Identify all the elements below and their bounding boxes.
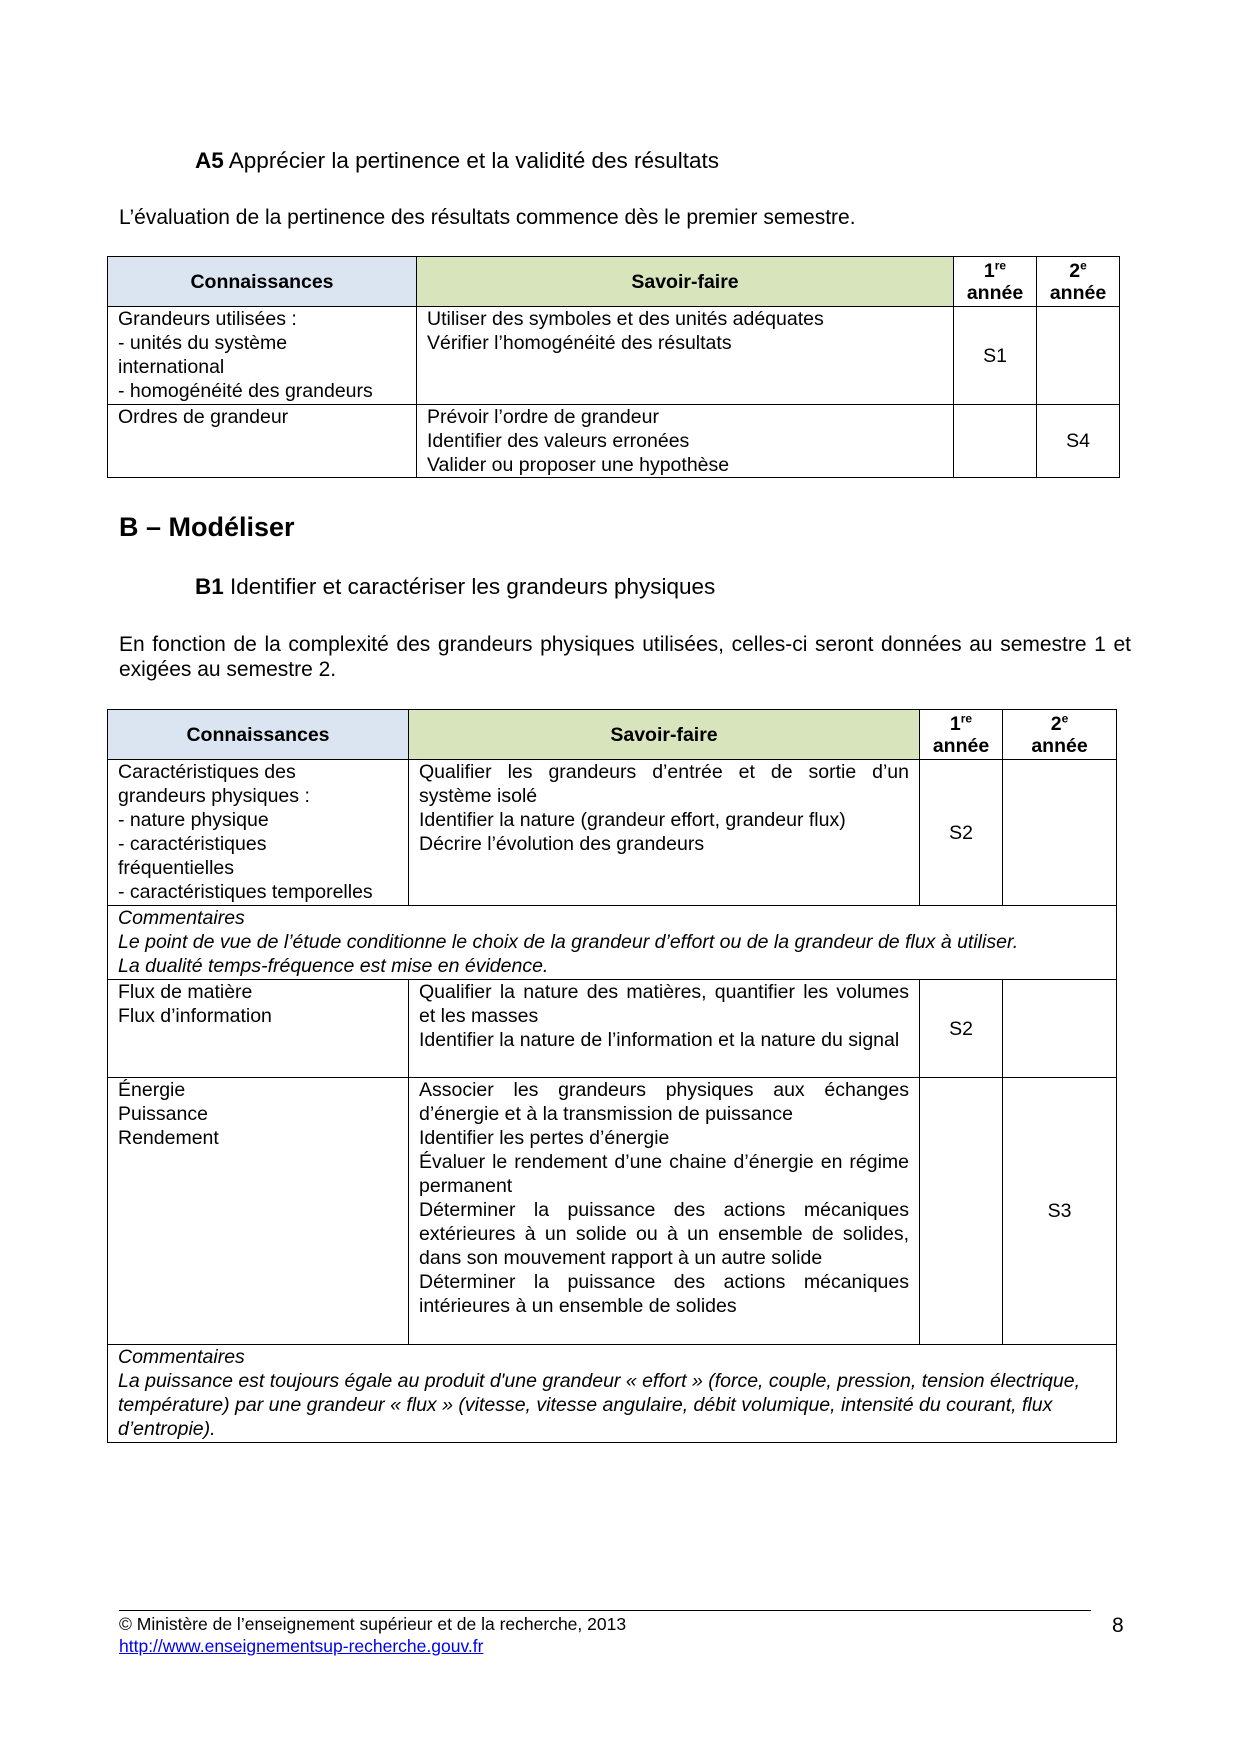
header-year-1: 1re année bbox=[920, 710, 1003, 760]
footer-link[interactable]: http://www.enseignementsup-recherche.gouv.fr bbox=[119, 1636, 484, 1656]
cell-savoir-faire: Qualifier la nature des matières, quantifier les volumes et les masses Identifier la nature de l’information et la nature du signal bbox=[409, 980, 920, 1078]
cell-savoir-faire: Utiliser des symboles et des unités adéquates Vérifier l’homogénéité des résultats bbox=[417, 307, 954, 405]
cell-savoir-faire: Prévoir l’ordre de grandeur Identifier des valeurs erronées Valider ou proposer une hypothèse bbox=[417, 405, 954, 478]
comment-cell bbox=[108, 1345, 1117, 1443]
cell-year-1 bbox=[954, 405, 1037, 478]
header-year-2: 2e année bbox=[1003, 710, 1117, 760]
header-savoir-faire: Savoir-faire bbox=[409, 710, 920, 760]
cell-year-1: S2 bbox=[920, 980, 1003, 1078]
cell-savoir-faire: Qualifier les grandeurs d’entrée et de sortie d’un système isolé Identifier la nature (grandeur effort, grandeur flux) Décrire l’évolution des grandeurs bbox=[409, 760, 920, 906]
cell-connaissances: Grandeurs utilisées : - unités du système international - homogénéité des grandeurs bbox=[108, 307, 417, 405]
comment-label: Commentaires bbox=[118, 907, 245, 929]
cell-year-2 bbox=[1003, 760, 1117, 906]
table-header-row bbox=[108, 257, 1120, 307]
section-b1-title bbox=[195, 574, 715, 600]
section-b1-intro: En fonction de la complexité des grandeurs physiques utilisées, celles-ci seront données au semestre 1 et exigées au semestre 2. bbox=[119, 633, 1131, 681]
table-b1 bbox=[107, 709, 1117, 1443]
table-a5 bbox=[107, 256, 1120, 478]
header-savoir-faire: Savoir-faire bbox=[417, 257, 954, 307]
table-row bbox=[108, 760, 1117, 906]
page-number: 8 bbox=[1112, 1614, 1124, 1637]
cell-year-2 bbox=[1037, 307, 1120, 405]
section-a5-code: A5 bbox=[195, 148, 224, 173]
comment-cell bbox=[108, 906, 1117, 980]
cell-year-2 bbox=[1003, 980, 1117, 1078]
comment-text: Le point de vue de l’étude conditionne le choix de la grandeur d’effort ou de la grandeur de flux à utiliser. bbox=[118, 931, 1019, 953]
section-b1-code: B1 bbox=[195, 574, 224, 599]
comment-row bbox=[108, 906, 1117, 980]
cell-savoir-faire: Associer les grandeurs physiques aux échanges d’énergie et à la transmission de puissance Identifier les pertes d’énergie Évaluer le rendement d’une chaine d’énergie en régime permanent Déterminer la puissance des actions mécaniques extérieures à un solide ou à un ensemble de solides, dans son mouvement rapport à un autre solide Déterminer la puissance des actions mécaniques intérieures à un ensemble de solides bbox=[409, 1078, 920, 1345]
footer-copyright: © Ministère de l’enseignement supérieur et de la recherche, 2013 bbox=[119, 1614, 627, 1634]
section-a5-heading: Apprécier la pertinence et la validité des résultats bbox=[228, 148, 720, 173]
table-row bbox=[108, 405, 1120, 478]
table-header-row bbox=[108, 710, 1117, 760]
header-year-2: 2e année bbox=[1037, 257, 1120, 307]
cell-year-2: S3 bbox=[1003, 1078, 1117, 1345]
header-year-1: 1re année bbox=[954, 257, 1037, 307]
table-row bbox=[108, 980, 1117, 1078]
section-a5-title bbox=[195, 148, 719, 174]
header-connaissances: Connaissances bbox=[108, 710, 409, 760]
table-row bbox=[108, 307, 1120, 405]
cell-connaissances: Flux de matière Flux d’information bbox=[108, 980, 409, 1078]
cell-year-1 bbox=[920, 1078, 1003, 1345]
comment-row bbox=[108, 1345, 1117, 1443]
table-row bbox=[108, 1078, 1117, 1345]
footer-divider bbox=[119, 1610, 1091, 1611]
cell-connaissances: Caractéristiques des grandeurs physiques : - nature physique - caractéristiques fréquentielles - caractéristiques temporelles bbox=[108, 760, 409, 906]
cell-year-2: S4 bbox=[1037, 405, 1120, 478]
comment-label: Commentaires bbox=[118, 1346, 245, 1368]
comment-text: La dualité temps-fréquence est mise en évidence. bbox=[118, 955, 549, 977]
header-connaissances: Connaissances bbox=[108, 257, 417, 307]
section-b1-heading: Identifier et caractériser les grandeurs physiques bbox=[230, 574, 716, 599]
section-b-title: B – Modéliser bbox=[119, 512, 295, 542]
comment-text: La puissance est toujours égale au produit d'une grandeur « effort » (force, couple, pression, tension électrique, température) par une grandeur « flux » (vitesse, vitesse angulaire, débit volumique, intensité du courant, flux d’entropie). bbox=[118, 1370, 1080, 1440]
cell-year-1: S2 bbox=[920, 760, 1003, 906]
cell-connaissances: Énergie Puissance Rendement bbox=[108, 1078, 409, 1345]
section-a5-intro: L’évaluation de la pertinence des résultats commence dès le premier semestre. bbox=[119, 206, 856, 229]
cell-year-1: S1 bbox=[954, 307, 1037, 405]
cell-connaissances: Ordres de grandeur bbox=[108, 405, 417, 478]
